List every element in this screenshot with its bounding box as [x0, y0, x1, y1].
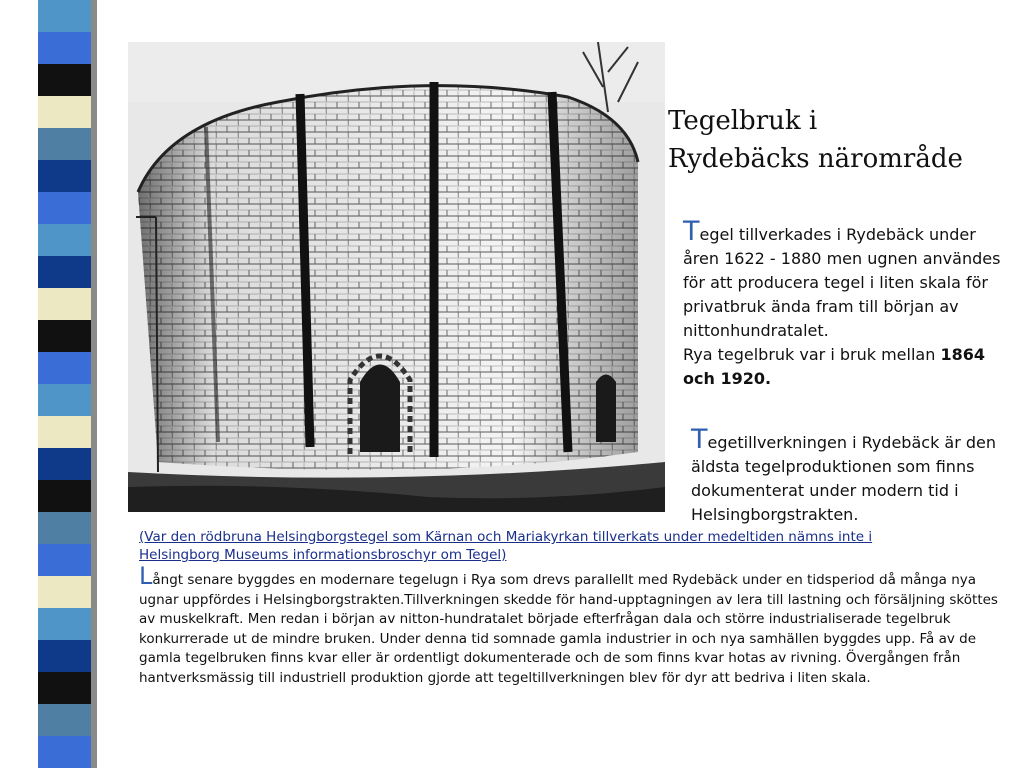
- stripe-segment: [38, 736, 91, 768]
- title-line-2: Rydebäcks närområde: [668, 144, 963, 174]
- title-line-1: Tegelbruk i: [668, 106, 818, 136]
- stripe-segment: [38, 320, 91, 352]
- stripe-segment: [38, 384, 91, 416]
- stripe-segment: [38, 256, 91, 288]
- stripe-segment: [38, 704, 91, 736]
- stripe-segment: [38, 640, 91, 672]
- rya-years: 1864 och 1920: [683, 345, 985, 388]
- kiln-photo: [128, 42, 665, 512]
- stripe-segment: [38, 160, 91, 192]
- stripe-segment: [38, 64, 91, 96]
- dropcap-t-2: T: [691, 424, 708, 455]
- stripe-segment: [38, 608, 91, 640]
- stripe-segment: [38, 352, 91, 384]
- stripe-segment: [38, 288, 91, 320]
- caption-link[interactable]: (Var den rödbruna Helsingborgstegel som Kärnan och Mariakyrkan tillverkats under medeltiden nämns inte i Helsingborg Museums informationsbroschyr om Tegel): [139, 529, 873, 563]
- stripe-segment: [38, 480, 91, 512]
- paragraph-1-text: under åren 1622 - 1880 men ugnen användes för att producera tegel i liten skala för privatbruk ända fram till början av nittonhundratalet.: [683, 225, 1001, 340]
- rya-period: .: [764, 369, 772, 388]
- stripe-segment: [38, 192, 91, 224]
- brick-kiln-illustration: [128, 42, 665, 512]
- dropcap-t: T: [683, 216, 700, 247]
- stripe-segment: [38, 416, 91, 448]
- stripe-segment: [38, 128, 91, 160]
- slide-title: [668, 102, 1008, 178]
- body-paragraph: ångt senare byggdes en modernare tegelugn i Rya som drevs parallellt med Rydebäck under en tidsperiod då många nya ugnar uppfördes i Helsingborgstrakten.Tillverkningen skedde för hand-upptagningen av lera till lastning och försäljning sköttes av muskelkraft. Men redan i början av nitton-hundratalet började efterfrågan dala och större industrialiserade tegelbruk konkurrerade ut de mindre bruken. Under denna tid somnade gamla industrier in och nya samhällen byggdes upp. Få av de gamla tegelbruken finns kvar eller är ordentligt dokumenterade och de som finns kvar hotas av rivning. Övergången från hantverksmässig till industriell produktion gjorde att tegeltillverkningen blev för dyr att bedriva i liten skala.: [139, 572, 998, 686]
- stripe-segment: [38, 224, 91, 256]
- body-text: [139, 562, 999, 688]
- stripe-segment: [38, 544, 91, 576]
- stripe-segment: [38, 512, 91, 544]
- dropcap-l: L: [139, 562, 153, 590]
- paragraph-1-line-1: egel tillverkades i Rydebäck: [699, 225, 924, 244]
- decorative-stripe-bar: [38, 0, 91, 768]
- paragraph-production: [691, 424, 1011, 527]
- stripe-segment: [38, 672, 91, 704]
- stripe-shadow: [91, 0, 97, 768]
- paragraph-2-text: egetillverkningen i Rydebäck är den äldsta tegelproduktionen som finns dokumenterat under modern tid i Helsingborgstrakten.: [691, 433, 997, 524]
- stripe-segment: [38, 448, 91, 480]
- stripe-segment: [38, 576, 91, 608]
- rya-text: Rya tegelbruk var i bruk mellan: [683, 345, 936, 364]
- stripe-segment: [38, 32, 91, 64]
- paragraph-history: [683, 216, 1003, 391]
- stripe-segment: [38, 96, 91, 128]
- stripe-segment: [38, 0, 91, 32]
